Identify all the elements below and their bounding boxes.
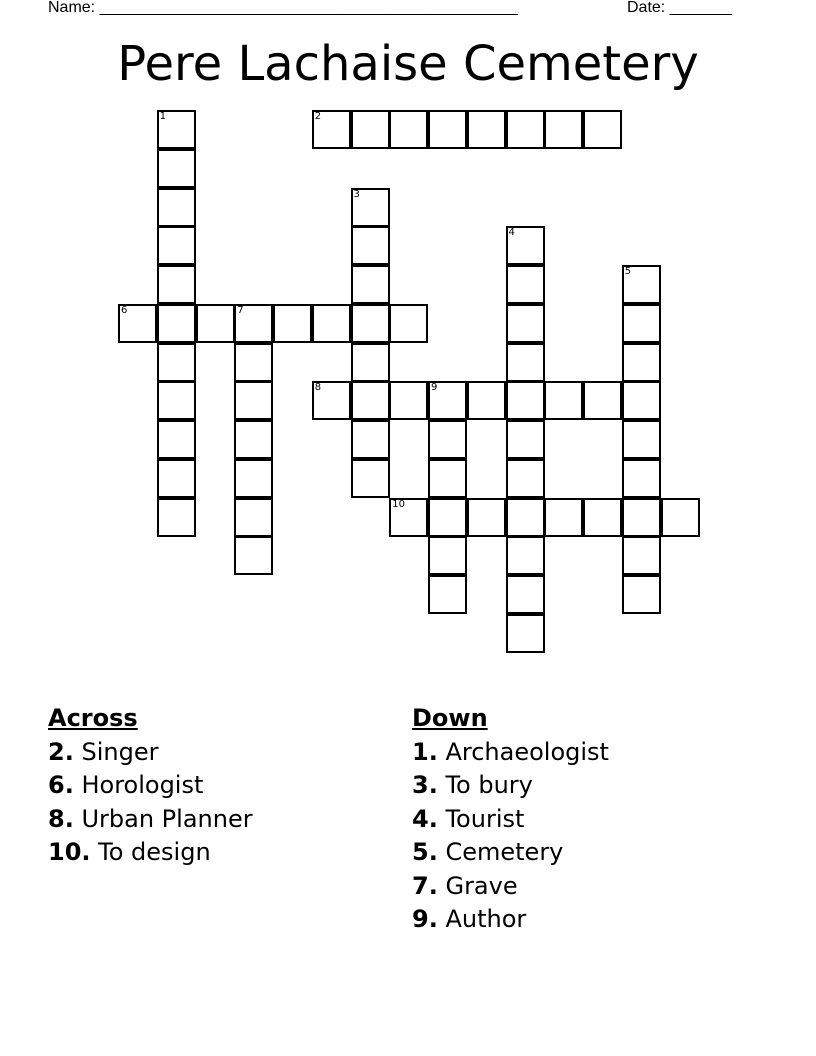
grid-cell[interactable] <box>157 304 196 343</box>
down-clues <box>412 702 609 937</box>
grid-cell[interactable] <box>428 381 467 420</box>
clue-across-2 <box>48 736 253 770</box>
clue-text: Author <box>445 905 527 933</box>
grid-cell[interactable] <box>622 343 661 382</box>
grid-cell[interactable] <box>312 110 351 149</box>
grid-cell[interactable] <box>583 381 622 420</box>
grid-cell[interactable] <box>506 226 545 265</box>
grid-cell[interactable] <box>234 381 273 420</box>
grid-cell[interactable] <box>622 575 661 614</box>
grid-cell[interactable] <box>157 265 196 304</box>
grid-cell[interactable] <box>583 110 622 149</box>
cell-clue-number: 6 <box>121 304 128 316</box>
grid-cell[interactable] <box>157 498 196 537</box>
grid-cell[interactable] <box>234 498 273 537</box>
clue-number: 7. <box>412 871 438 900</box>
cell-clue-number: 4 <box>508 227 515 239</box>
grid-cell[interactable] <box>506 343 545 382</box>
grid-cell[interactable] <box>428 498 467 537</box>
grid-cell[interactable] <box>506 420 545 459</box>
clue-text: Urban Planner <box>81 804 253 833</box>
grid-cell[interactable] <box>312 304 351 343</box>
name-field[interactable]: Name: _______________________________________________ <box>48 0 518 16</box>
grid-cell[interactable] <box>234 343 273 382</box>
clue-across-8 <box>48 803 253 837</box>
grid-cell[interactable] <box>157 343 196 382</box>
grid-cell[interactable] <box>157 188 196 227</box>
grid-cell[interactable] <box>234 420 273 459</box>
grid-cell[interactable] <box>157 459 196 498</box>
grid-cell[interactable] <box>428 459 467 498</box>
page-title: Pere Lachaise Cemetery <box>117 36 699 92</box>
grid-cell[interactable] <box>622 304 661 343</box>
grid-cell[interactable] <box>389 498 428 537</box>
clue-down-9 <box>412 903 609 937</box>
clue-text: To bury <box>445 771 533 799</box>
grid-cell[interactable] <box>622 265 661 304</box>
grid-cell[interactable] <box>506 614 545 653</box>
grid-cell[interactable] <box>661 498 700 537</box>
clue-text: Tourist <box>445 804 525 833</box>
clue-number: 2. <box>48 737 74 766</box>
grid-cell[interactable] <box>622 498 661 537</box>
clue-number: 8. <box>48 804 74 833</box>
grid-cell[interactable] <box>157 110 196 149</box>
grid-cell[interactable] <box>157 420 196 459</box>
grid-cell[interactable] <box>234 304 273 343</box>
cell-clue-number: 8 <box>314 382 322 394</box>
grid-cell[interactable] <box>157 149 196 188</box>
grid-cell[interactable] <box>622 459 661 498</box>
grid-cell[interactable] <box>506 459 545 498</box>
clue-number: 9. <box>412 905 438 933</box>
grid-cell[interactable] <box>544 110 583 149</box>
grid-cell[interactable] <box>351 459 390 498</box>
grid-cell[interactable] <box>234 459 273 498</box>
grid-cell[interactable] <box>428 110 467 149</box>
grid-cell[interactable] <box>544 498 583 537</box>
cell-clue-number: 1 <box>159 111 167 122</box>
clue-number: 5. <box>412 838 438 866</box>
grid-cell[interactable] <box>351 110 390 149</box>
clue-text: Horologist <box>81 771 204 799</box>
grid-cell[interactable] <box>234 536 273 575</box>
grid-cell[interactable] <box>506 304 545 343</box>
cell-clue-number: 7 <box>237 304 244 316</box>
cell-clue-number: 10 <box>392 498 405 510</box>
cell-clue-number: 9 <box>431 382 438 394</box>
grid-cell[interactable] <box>622 420 661 459</box>
grid-cell[interactable] <box>273 304 312 343</box>
grid-cell[interactable] <box>428 420 467 459</box>
grid-cell[interactable] <box>351 265 390 304</box>
grid-cell[interactable] <box>583 498 622 537</box>
across-heading: Across <box>48 704 138 732</box>
grid-cell[interactable] <box>506 498 545 537</box>
clue-down-3 <box>412 769 609 803</box>
grid-cell[interactable] <box>389 304 428 343</box>
clue-across-6 <box>48 769 253 803</box>
grid-cell[interactable] <box>351 343 390 382</box>
date-field[interactable]: Date: _______ <box>627 0 732 16</box>
grid-cell[interactable] <box>428 575 467 614</box>
clue-text: Grave <box>445 871 518 900</box>
clue-down-4 <box>412 803 609 837</box>
clue-text: Cemetery <box>445 838 564 866</box>
grid-cell[interactable] <box>467 110 506 149</box>
grid-cell[interactable] <box>622 536 661 575</box>
grid-cell[interactable] <box>351 420 390 459</box>
clue-down-7 <box>412 870 609 904</box>
clue-number: 3. <box>412 771 438 799</box>
grid-cell[interactable] <box>312 381 351 420</box>
clue-number: 1. <box>412 737 438 766</box>
grid-cell[interactable] <box>157 381 196 420</box>
clue-text: To design <box>98 838 211 866</box>
clue-number: 10. <box>48 838 91 866</box>
clue-number: 6. <box>48 771 74 799</box>
down-heading: Down <box>412 704 488 732</box>
grid-cell[interactable] <box>351 188 390 227</box>
clue-text: Archaeologist <box>445 737 609 766</box>
grid-cell[interactable] <box>622 381 661 420</box>
grid-cell[interactable] <box>506 575 545 614</box>
grid-cell[interactable] <box>506 381 545 420</box>
grid-cell[interactable] <box>506 110 545 149</box>
clue-across-10 <box>48 836 253 870</box>
grid-cell[interactable] <box>467 498 506 537</box>
cell-clue-number: 5 <box>624 266 632 277</box>
grid-cell[interactable] <box>351 304 390 343</box>
cell-clue-number: 2 <box>314 111 322 122</box>
grid-cell[interactable] <box>544 381 583 420</box>
clue-down-5 <box>412 836 609 870</box>
grid-cell[interactable] <box>351 226 390 265</box>
clue-down-1 <box>412 736 609 770</box>
grid-cell[interactable] <box>351 381 390 420</box>
grid-cell[interactable] <box>467 381 506 420</box>
cell-clue-number: 3 <box>353 188 360 200</box>
grid-cell[interactable] <box>506 536 545 575</box>
grid-cell[interactable] <box>428 536 467 575</box>
grid-cell[interactable] <box>118 304 157 343</box>
grid-cell[interactable] <box>506 265 545 304</box>
grid-cell[interactable] <box>389 381 428 420</box>
grid-cell[interactable] <box>157 226 196 265</box>
grid-cell[interactable] <box>389 110 428 149</box>
across-clues <box>48 702 253 870</box>
clue-text: Singer <box>81 737 159 766</box>
grid-cell[interactable] <box>196 304 235 343</box>
clue-number: 4. <box>412 804 438 833</box>
